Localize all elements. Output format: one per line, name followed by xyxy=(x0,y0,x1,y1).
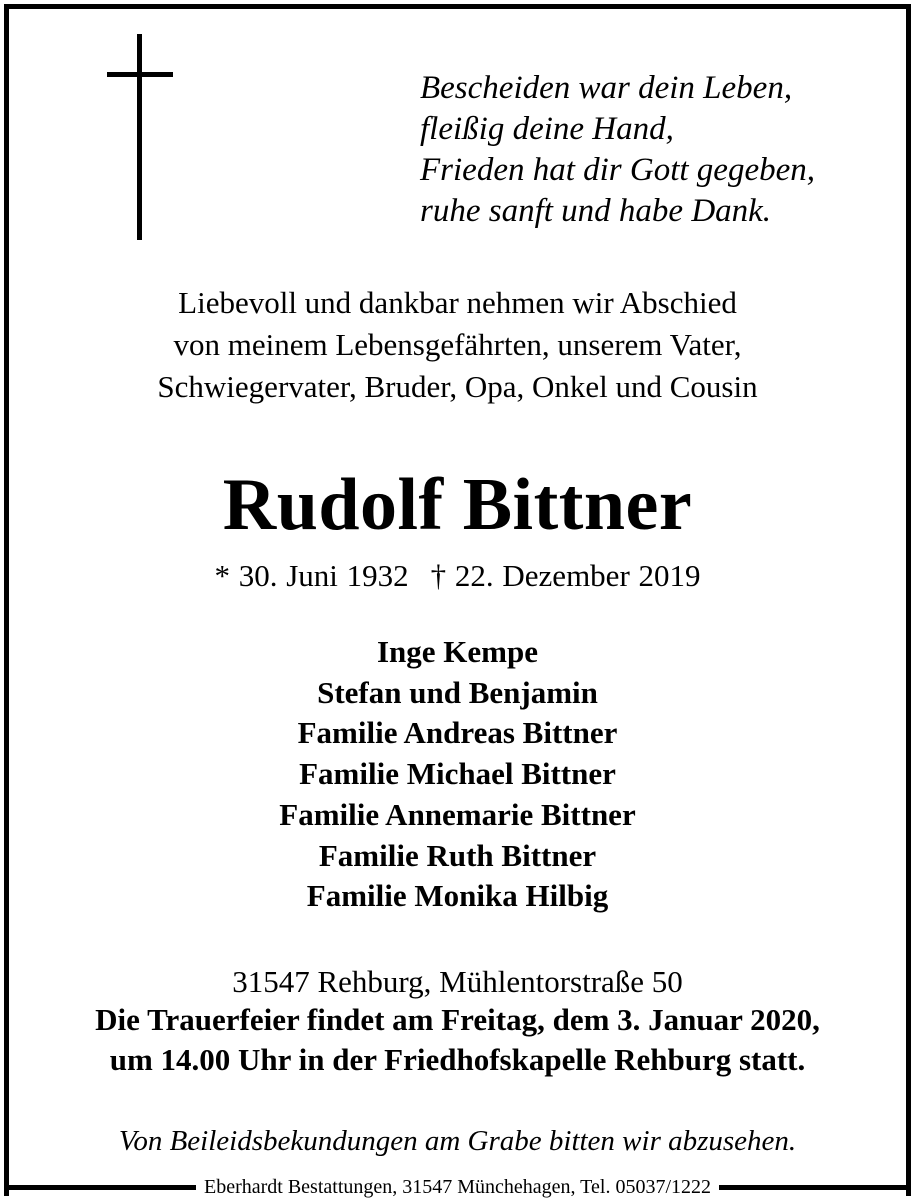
mourner-entry: Familie Michael Bittner xyxy=(299,756,616,792)
deceased-name: Rudolf Bittner xyxy=(222,464,693,546)
cross-icon xyxy=(107,34,173,240)
mourners-list xyxy=(0,632,915,917)
intro-line: Schwiegervater, Bruder, Opa, Onkel und Cousin xyxy=(157,369,758,404)
undertaker-info: Eberhardt Bestattungen, 31547 Münchehagen, Tel. 05037/1222 xyxy=(196,1176,719,1198)
birth-date: * 30. Juni 1932 xyxy=(214,558,409,593)
verse-line: fleißig deine Hand, xyxy=(420,111,674,147)
verse-line: ruhe sanft und habe Dank. xyxy=(420,193,772,229)
verse-line: Frieden hat dir Gott gegeben, xyxy=(420,152,816,188)
mourner-entry: Familie Andreas Bittner xyxy=(297,715,618,751)
intro-text xyxy=(0,282,915,408)
service-line: um 14.00 Uhr in der Friedhofskapelle Rehburg statt. xyxy=(109,1042,806,1077)
intro-line: Liebevoll und dankbar nehmen wir Abschied xyxy=(178,285,737,320)
intro-line: von meinem Lebensgefährten, unserem Vater, xyxy=(173,327,742,362)
life-dates xyxy=(0,556,915,596)
mourner-entry: Familie Annemarie Bittner xyxy=(279,796,636,832)
cross-horizontal-beam xyxy=(107,72,173,77)
cross-vertical-beam xyxy=(137,34,142,240)
mourner-entry: Familie Ruth Bittner xyxy=(318,837,597,873)
death-date: † 22. Dezember 2019 xyxy=(430,558,701,593)
family-address: 31547 Rehburg, Mühlentorstraße 50 xyxy=(232,964,683,999)
funeral-service-info xyxy=(0,1000,915,1080)
verse xyxy=(420,68,815,232)
mourner-entry: Stefan und Benjamin xyxy=(317,674,598,710)
service-line: Die Trauerfeier findet am Freitag, dem 3. Januar 2020, xyxy=(95,1002,820,1037)
verse-line: Bescheiden war dein Leben, xyxy=(420,70,793,106)
undertaker-footer xyxy=(4,1174,911,1200)
mourner-entry: Inge Kempe xyxy=(376,634,538,669)
mourner-entry: Familie Monika Hilbig xyxy=(306,878,609,914)
condolence-note: Von Beileidsbekundungen am Grabe bitten wir abzusehen. xyxy=(118,1125,797,1157)
